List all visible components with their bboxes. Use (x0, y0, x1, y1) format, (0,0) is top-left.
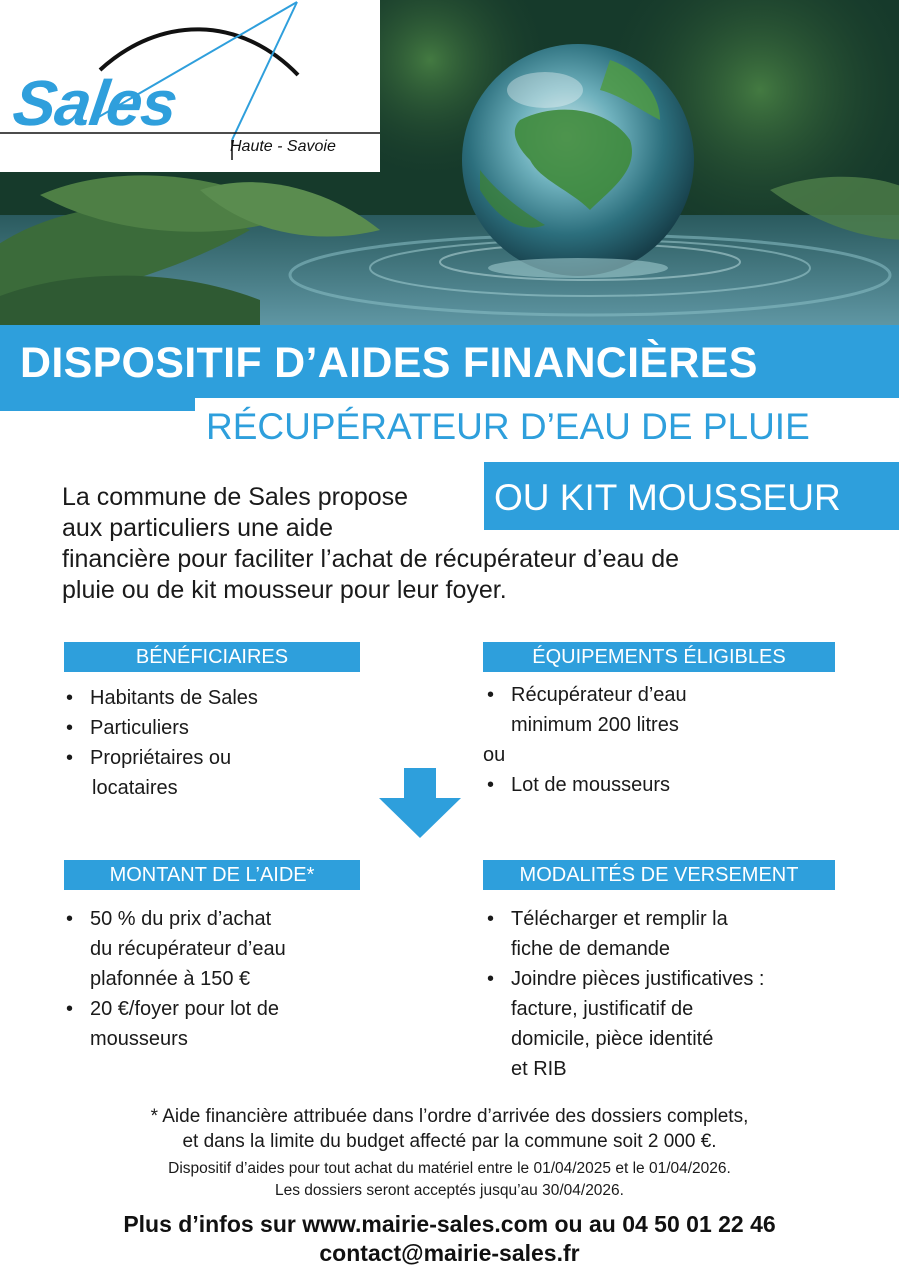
intro-line: pluie ou de kit mousseur pour leur foyer. (62, 576, 507, 604)
beneficiaires-list (62, 683, 382, 773)
equipements-heading: ÉQUIPEMENTS ÉLIGIBLES (483, 642, 835, 672)
footer-email: contact@mairie-sales.fr (319, 1240, 580, 1266)
note-line: Dispositif d’aides pour tout achat du matériel entre le 01/04/2025 et le 01/04/2026. (168, 1160, 731, 1177)
list-item-continuation: mousseurs (90, 1028, 188, 1050)
list-item-continuation: facture, justificatif de (511, 998, 694, 1020)
equipements-list (483, 680, 843, 710)
modalites-list-2 (483, 964, 843, 994)
list-item-continuation: fiche de demande (511, 938, 671, 960)
list-item: • Propriétaires ou (62, 743, 382, 773)
list-item: • Récupérateur d’eau (483, 680, 843, 710)
logo-region: Haute - Savoie (230, 138, 336, 155)
modalites-list (483, 904, 843, 934)
intro-line: aux particuliers une aide (62, 514, 333, 542)
list-item: • 50 % du prix d’achat (62, 904, 382, 934)
list-item-continuation: locataires (92, 777, 178, 799)
or-separator: ou (483, 744, 506, 766)
list-item: • Particuliers (62, 713, 382, 743)
list-item-continuation: minimum 200 litres (511, 714, 679, 736)
list-item: • Télécharger et remplir la (483, 904, 843, 934)
footer-info-line: Plus d’infos sur www.mairie-sales.com ou au 04 50 01 22 46 (123, 1211, 776, 1237)
list-item-continuation: domicile, pièce identité (511, 1028, 714, 1050)
subtitle-1: RÉCUPÉRATEUR D’EAU DE PLUIE (206, 406, 810, 447)
period-note (0, 1158, 899, 1202)
intro-line: financière pour faciliter l’achat de récupérateur d’eau de (62, 545, 680, 573)
list-item-continuation: plafonnée à 150 € (90, 968, 251, 990)
list-item: • Habitants de Sales (62, 683, 382, 713)
note-line: Les dossiers seront acceptés jusqu’au 30/04/2026. (275, 1182, 624, 1199)
modalites-heading: MODALITÉS DE VERSEMENT (483, 860, 835, 890)
note-line: et dans la limite du budget affecté par la commune soit 2 000 €. (182, 1131, 717, 1152)
list-item: • Joindre pièces justificatives : (483, 964, 843, 994)
list-item-continuation: et RIB (511, 1058, 567, 1080)
intro-paragraph (62, 482, 842, 606)
logo-name: Sales (8, 67, 182, 139)
subtitle-2: OU KIT MOUSSEUR (494, 477, 841, 518)
note-line: * Aide financière attribuée dans l’ordre d’arrivée des dossiers complets, (150, 1106, 749, 1127)
list-item: • Lot de mousseurs (483, 770, 843, 800)
montant-list (62, 904, 382, 934)
asterisk-note (0, 1104, 899, 1154)
arrow-down-icon (379, 768, 461, 838)
logo (0, 0, 380, 172)
montant-list-2 (62, 994, 382, 1024)
montant-heading: MONTANT DE L’AIDE* (64, 860, 360, 890)
equipements-list-2 (483, 770, 843, 800)
list-item-continuation: du récupérateur d’eau (90, 938, 286, 960)
list-item: • 20 €/foyer pour lot de (62, 994, 382, 1024)
intro-line: La commune de Sales propose (62, 483, 409, 511)
contact-footer (0, 1210, 899, 1268)
page-title: DISPOSITIF D’AIDES FINANCIÈRES (20, 339, 758, 387)
beneficiaires-heading: BÉNÉFICIAIRES (64, 642, 360, 672)
